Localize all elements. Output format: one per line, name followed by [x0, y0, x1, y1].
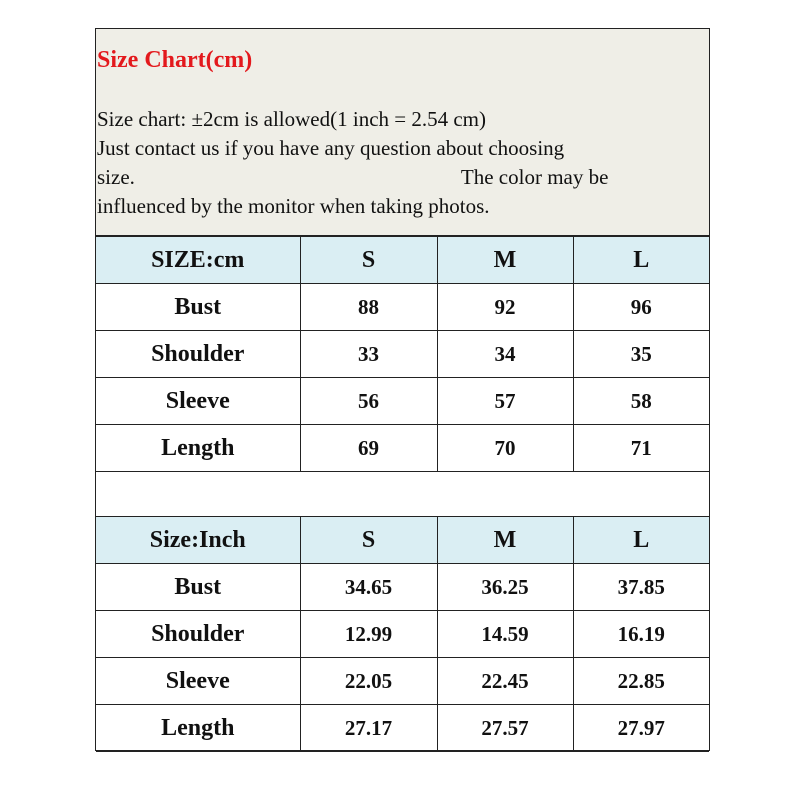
header-cell: M: [437, 517, 573, 564]
table-cell: 58: [573, 378, 709, 425]
table-row: [96, 564, 709, 611]
cm-size-table: [96, 236, 709, 472]
table-cell: 92: [437, 284, 573, 331]
table-cell: 69: [300, 425, 437, 472]
table-cell: 56: [300, 378, 437, 425]
table-cell: 37.85: [573, 564, 709, 611]
header-cell: L: [573, 237, 709, 284]
size-chart-title: Size Chart(cm): [97, 47, 253, 73]
table-header-row: [96, 237, 709, 284]
note-line-monitor: influenced by the monitor when taking photos.: [97, 194, 490, 218]
table-cell: 35: [573, 331, 709, 378]
table-cell: 27.17: [300, 705, 437, 752]
header-cell: S: [300, 237, 437, 284]
table-row: [96, 378, 709, 425]
table-row: [96, 658, 709, 705]
row-label: Sleeve: [96, 658, 300, 705]
header-cell: SIZE:cm: [96, 237, 300, 284]
size-chart-notes: [97, 105, 697, 221]
table-cell: 70: [437, 425, 573, 472]
header-cell: S: [300, 517, 437, 564]
table-cell: 12.99: [300, 611, 437, 658]
header-cell: M: [437, 237, 573, 284]
header-cell: Size:Inch: [96, 517, 300, 564]
table-row: [96, 611, 709, 658]
inch-size-table: [96, 516, 709, 752]
row-label: Shoulder: [96, 611, 300, 658]
note-size-word: size.: [97, 165, 135, 189]
table-cell: 27.57: [437, 705, 573, 752]
table-cell: 36.25: [437, 564, 573, 611]
row-label: Bust: [96, 284, 300, 331]
table-cell: 88: [300, 284, 437, 331]
table-cell: 96: [573, 284, 709, 331]
note-line-tolerance: Size chart: ±2cm is allowed(1 inch = 2.54 cm): [97, 107, 487, 131]
table-cell: 16.19: [573, 611, 709, 658]
row-label: Shoulder: [96, 331, 300, 378]
table-row: [96, 425, 709, 472]
note-line-contact: Just contact us if you have any question about choosing: [97, 136, 565, 160]
table-cell: 27.97: [573, 705, 709, 752]
table-row: [96, 284, 709, 331]
table-row: [96, 331, 709, 378]
row-label: Bust: [96, 564, 300, 611]
header-cell: L: [573, 517, 709, 564]
table-cell: 57: [437, 378, 573, 425]
table-cell: 34.65: [300, 564, 437, 611]
size-chart-header: [96, 29, 709, 236]
table-separator: [96, 471, 709, 517]
table-row: [96, 705, 709, 752]
note-color-text: The color may be: [460, 165, 609, 189]
row-label: Length: [96, 425, 300, 472]
row-label: Length: [96, 705, 300, 752]
table-header-row: [96, 517, 709, 564]
table-cell: 33: [300, 331, 437, 378]
table-cell: 14.59: [437, 611, 573, 658]
table-cell: 22.05: [300, 658, 437, 705]
table-cell: 22.45: [437, 658, 573, 705]
note-line-size: [97, 163, 697, 192]
table-cell: 34: [437, 331, 573, 378]
row-label: Sleeve: [96, 378, 300, 425]
size-chart-card: [95, 28, 710, 751]
table-cell: 22.85: [573, 658, 709, 705]
table-cell: 71: [573, 425, 709, 472]
